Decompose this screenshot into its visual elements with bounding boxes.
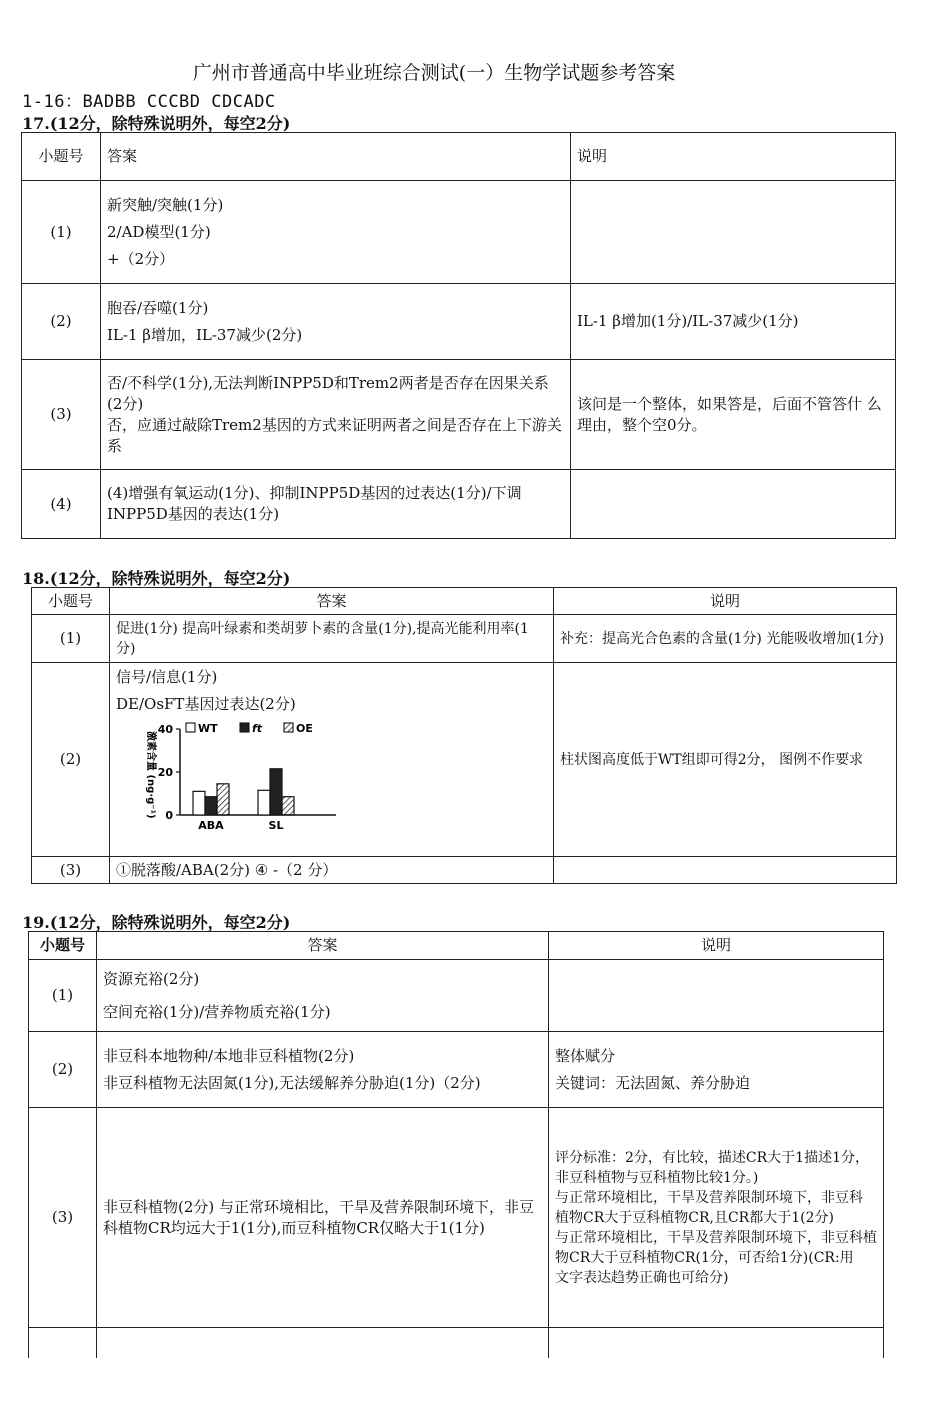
row-number: (1): [32, 615, 110, 663]
answer-line: 新突触/突触(1分): [107, 195, 224, 214]
q18-heading: 18.(12分，除特殊说明外，每空2分): [22, 569, 291, 588]
x-tick-label: SL: [268, 819, 284, 832]
note-line: 文字表达趋势正确也可给分): [555, 1269, 729, 1286]
table-header-row: [29, 932, 884, 960]
table-row: [29, 960, 884, 1032]
answer-line: IL-1 β增加，IL-37减少(2分): [107, 325, 303, 344]
x-tick-label: ABA: [198, 819, 224, 832]
row-number: (1): [22, 181, 101, 284]
q18-table: [31, 587, 897, 884]
answer-cell: [97, 1032, 549, 1108]
header-cell: 小题号: [22, 133, 101, 181]
answer-line: 胞吞/吞噬(1分): [107, 298, 209, 317]
answer-cell: (4)增强有氧运动(1分)、抑制INPP5D基因的过表达(1分)/下调INPP5D基因的表达(1分): [101, 470, 571, 539]
q19-table: [28, 931, 884, 1358]
table-row: [32, 663, 897, 857]
table-row: [32, 857, 897, 884]
note-cell: [571, 470, 896, 539]
answer-line: +（2分）: [107, 249, 175, 268]
bar-wt-sl: [258, 790, 270, 815]
bar-wt-aba: [193, 791, 205, 815]
note-line: 与正常环境相比，干旱及营养限制环境下，非豆科植 物CR大于豆科植物CR(1分，可否给1分)(CR:用: [555, 1229, 877, 1266]
note-cell: [571, 181, 896, 284]
table-row: [29, 1328, 884, 1358]
q19-heading: 19.(12分，除特殊说明外，每空2分): [22, 913, 291, 932]
answer-cell: [110, 663, 554, 857]
header-cell: 答案: [110, 588, 554, 615]
multiple-choice-answers: 1-16：BADBB CCCBD CDCADC: [22, 92, 276, 112]
q17-table: [21, 132, 896, 539]
answer-line: 空间充裕(1分)/营养物质充裕(1分): [103, 1002, 331, 1021]
note-cell: 该问是一个整体，如果答是，后面不管答什 么理由，整个空0分。: [571, 360, 896, 470]
note-line: 评分标准：2分，有比较，描述CR大于1描述1分， 非豆科植物与豆科植物比较1分。): [555, 1149, 869, 1186]
answer-line: 非豆科本地物种/本地非豆科植物(2分): [103, 1046, 355, 1065]
note-line: 关键词：无法固氮、养分胁迫: [555, 1073, 751, 1092]
empty-cell: [97, 1328, 549, 1358]
row-number: (3): [32, 857, 110, 884]
header-cell: 说明: [571, 133, 896, 181]
table-row: [32, 615, 897, 663]
header-cell: 答案: [101, 133, 571, 181]
answer-line: 否/不科学(1分),无法判断INPP5D和Trem2两者是否存在因果关系(2分): [107, 373, 549, 413]
y-tick-label: 0: [165, 809, 173, 822]
answer-cell: 促进(1分) 提高叶绿素和类胡萝卜素的含量(1分),提高光能利用率(1分): [110, 615, 554, 663]
table-row: [22, 470, 896, 539]
answer-line: DE/OsFT基因过表达(2分): [116, 695, 296, 713]
table-row: [22, 360, 896, 470]
table-row: [22, 181, 896, 284]
header-cell: 小题号: [32, 588, 110, 615]
table-row: [29, 1108, 884, 1328]
answer-cell: 非豆科植物(2分) 与正常环境相比，干旱及营养限制环境下，非豆科植物CR均远大于1(1分),而豆科植物CR仅略大于1(1分): [97, 1108, 549, 1328]
y-axis-label: 激素含量 (ng·g⁻¹): [145, 731, 156, 819]
answer-cell: [97, 960, 549, 1032]
legend-swatch: [240, 723, 249, 732]
row-number: (2): [32, 663, 110, 857]
row-number: (2): [22, 284, 101, 360]
table-row: [22, 284, 896, 360]
answer-line: 否，应通过敲除Trem2基因的方式来证明两者之间是否存在上下游关系: [107, 415, 562, 455]
note-cell: [549, 960, 884, 1032]
row-number: (3): [29, 1108, 97, 1328]
y-tick-label: 20: [157, 766, 173, 779]
answer-cell: [101, 284, 571, 360]
table-row: [29, 1032, 884, 1108]
hormone-bar-chart: [138, 717, 338, 835]
note-cell: 柱状图高度低于WT组即可得2分， 图例不作要求: [554, 663, 897, 857]
x-labels: [198, 819, 283, 832]
legend-swatch: [284, 723, 293, 732]
legend-label: WT: [198, 722, 218, 735]
note-cell: [549, 1108, 884, 1328]
page-title: 广州市普通高中毕业班综合测试(一）生物学试题参考答案: [192, 62, 676, 84]
answer-cell: ①脱落酸/ABA(2分) ④ -（2 分）: [110, 857, 554, 884]
bar-oe-sl: [282, 797, 294, 815]
q17-heading: 17.(12分，除特殊说明外，每空2分): [22, 114, 291, 133]
answer-cell: [101, 360, 571, 470]
answer-line: 非豆科植物无法固氮(1分),无法缓解养分胁迫(1分)（2分): [103, 1073, 481, 1092]
legend: [186, 722, 313, 735]
header-cell: 答案: [97, 932, 549, 960]
note-line: 整体赋分: [555, 1046, 616, 1065]
note-line: 与正常环境相比，干旱及营养限制环境下，非豆科 植物CR大于豆科植物CR,且CR都大于1(2分): [555, 1189, 863, 1226]
header-cell: 说明: [549, 932, 884, 960]
note-cell: IL-1 β增加(1分)/IL-37减少(1分): [571, 284, 896, 360]
row-number: (1): [29, 960, 97, 1032]
empty-cell: [549, 1328, 884, 1358]
legend-label: OE: [296, 722, 313, 735]
answer-line: 资源充裕(2分): [103, 969, 200, 988]
legend-label: ft: [252, 722, 263, 735]
answer-line: 2/AD模型(1分): [107, 222, 211, 241]
bars: [193, 769, 294, 815]
row-number: (3): [22, 360, 101, 470]
note-cell: [549, 1032, 884, 1108]
y-ticks: [158, 723, 180, 822]
table-header-row: [32, 588, 897, 615]
header-cell: 说明: [554, 588, 897, 615]
bar-ft-sl: [270, 769, 282, 815]
note-cell: 补充：提高光合色素的含量(1分) 光能吸收增加(1分): [554, 615, 897, 663]
answer-cell: [101, 181, 571, 284]
note-cell: [554, 857, 897, 884]
row-number: (4): [22, 470, 101, 539]
legend-swatch: [186, 723, 195, 732]
empty-cell: [29, 1328, 97, 1358]
header-cell: 小题号: [29, 932, 97, 960]
table-header-row: [22, 133, 896, 181]
y-tick-label: 40: [157, 723, 173, 736]
bar-ft-aba: [205, 797, 217, 815]
answer-line: 信号/信息(1分): [116, 668, 218, 686]
bar-oe-aba: [217, 784, 229, 815]
row-number: (2): [29, 1032, 97, 1108]
